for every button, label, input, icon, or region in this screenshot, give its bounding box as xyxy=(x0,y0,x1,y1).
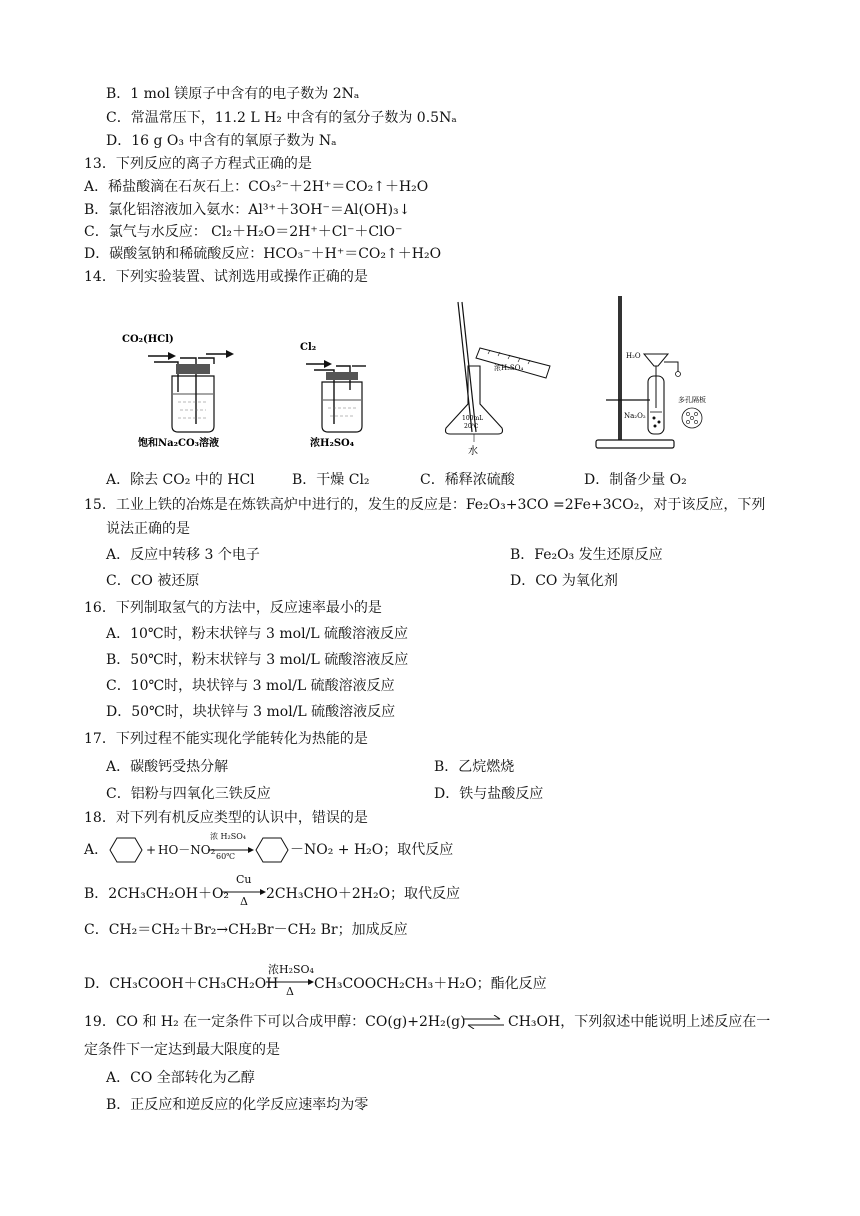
q16-option-a: A．10℃时，粉末状锌与 3 mol/L 硫酸溶液反应 xyxy=(106,626,409,642)
q18-option-c: C．CH₂＝CH₂＋Br₂→CH₂Br－CH₂ Br；加成反应 xyxy=(84,922,408,938)
benzene-product-icon xyxy=(254,836,290,864)
q15-stem-line2: 说法正确的是 xyxy=(106,521,190,537)
q15-stem-line1: 15．工业上铁的冶炼是在炼铁高炉中进行的，发生的反应是：Fe₂O₃+3CO =2Fe+3CO₂，对于该反应，下列 xyxy=(84,497,766,513)
equilibrium-arrow-icon xyxy=(464,1015,504,1029)
q19-stem-line1-right: CH₃OH，下列叙述中能说明上述反应在一 xyxy=(508,1014,771,1030)
q18-a-tail: －NO₂ + H₂O；取代反应 xyxy=(290,842,454,858)
q12-option-c: C．常温常压下，11.2 L H₂ 中含有的氢分子数为 0.5Nₐ xyxy=(106,110,457,126)
q18-stem: 18．对下列有机反应类型的认识中，错误的是 xyxy=(84,810,368,826)
q14-option-c: C．稀释浓硫酸 xyxy=(420,472,515,488)
q18-a-condition-bottom: 60℃ xyxy=(216,852,236,861)
q18-d-condition-bottom: Δ xyxy=(286,985,294,998)
fig1-liquid-label: 饱和Na₂CO₃溶液 xyxy=(138,438,220,449)
fig4-water-label: H₂O xyxy=(626,352,641,360)
q18-option-b-left: B．2CH₃CH₂OH＋O₂ xyxy=(84,886,230,902)
fig3-flask-temp: 20℃ xyxy=(464,423,479,430)
q12-option-b: B．1 mol 镁原子中含有的电子数为 2Nₐ xyxy=(106,86,360,102)
q18-a-reagent: HO－NO₂ xyxy=(158,843,216,857)
q17-option-b: B．乙烷燃烧 xyxy=(434,759,515,775)
benzene-icon xyxy=(108,836,144,864)
fig4-plate-label: 多孔隔板 xyxy=(678,396,706,404)
q17-option-a: A．碳酸钙受热分解 xyxy=(106,759,229,775)
q19-option-b: B．正反应和逆反应的化学反应速率均为零 xyxy=(106,1097,369,1113)
q16-option-b: B．50℃时，粉末状锌与 3 mol/L 硫酸溶液反应 xyxy=(106,652,409,668)
q19-stem-line1-left: 19．CO 和 H₂ 在一定条件下可以合成甲醇：CO(g)+2H₂(g) xyxy=(84,1014,466,1030)
fig1-gas-label: CO₂(HCl) xyxy=(122,334,174,345)
q15-option-d: D．CO 为氧化剂 xyxy=(510,573,618,589)
q18-option-a-label: A． xyxy=(84,842,109,858)
fig2-liquid-label: 浓H₂SO₄ xyxy=(310,438,355,449)
dilution-figure xyxy=(446,302,551,457)
q13-option-d: D．碳酸氢钠和稀硫酸反应：HCO₃⁻＋H⁺＝CO₂↑＋H₂O xyxy=(84,246,442,262)
q18-a-condition-top: 浓 H₂SO₄ xyxy=(210,832,246,841)
q17-option-c: C．铝粉与四氧化三铁反应 xyxy=(106,786,271,802)
q18-b-condition-bottom: Δ xyxy=(240,895,248,908)
drying-bottle-figure xyxy=(300,342,366,449)
q19-option-a: A．CO 全部转化为乙醇 xyxy=(106,1070,255,1086)
q19-stem-line2: 定条件下一定达到最大限度的是 xyxy=(84,1042,280,1058)
fig4-na2o2-label: Na₂O₂ xyxy=(624,412,646,420)
q16-option-d: D．50℃时，块状锌与 3 mol/L 硫酸溶液反应 xyxy=(106,704,396,720)
fig3-cylinder-label: 浓H₂SO₄ xyxy=(494,364,524,372)
q15-option-c: C．CO 被还原 xyxy=(106,573,200,589)
q18-b-condition-top: Cu xyxy=(236,873,252,886)
q13-option-b: B．氯化铝溶液加入氨水：Al³⁺＋3OH⁻＝Al(OH)₃↓ xyxy=(84,202,411,218)
wash-bottle-figure xyxy=(122,334,234,449)
o2-generator-figure xyxy=(596,296,706,448)
q18-option-d-left: D．CH₃COOH＋CH₃CH₂OH xyxy=(84,976,279,992)
q13-option-a: A．稀盐酸滴在石灰石上：CO₃²⁻＋2H⁺＝CO₂↑＋H₂O xyxy=(84,179,429,195)
q18-a-plus: + xyxy=(146,843,157,857)
fig2-gas-label: Cl₂ xyxy=(300,342,317,353)
q15-option-a: A．反应中转移 3 个电子 xyxy=(106,547,260,563)
q14-stem: 14．下列实验装置、试剂选用或操作正确的是 xyxy=(84,269,368,285)
q18-d-condition-top: 浓H₂SO₄ xyxy=(268,963,314,976)
q14-option-d: D．制备少量 O₂ xyxy=(584,472,687,488)
q14-option-b: B．干燥 Cl₂ xyxy=(292,472,370,488)
q12-option-d: D．16 g O₃ 中含有的氧原子数为 Nₐ xyxy=(106,133,337,149)
q16-option-c: C．10℃时，块状锌与 3 mol/L 硫酸溶液反应 xyxy=(106,678,395,694)
q15-option-b: B．Fe₂O₃ 发生还原反应 xyxy=(510,547,663,563)
q18-option-d-right: CH₃COOCH₂CH₃＋H₂O；酯化反应 xyxy=(314,976,547,992)
fig3-water-label: 水 xyxy=(468,446,478,457)
q16-stem: 16．下列制取氢气的方法中，反应速率最小的是 xyxy=(84,600,382,616)
q17-option-d: D．铁与盐酸反应 xyxy=(434,786,544,802)
q18-option-b-right: 2CH₃CHO＋2H₂O；取代反应 xyxy=(266,886,461,902)
q17-stem: 17．下列过程不能实现化学能转化为热能的是 xyxy=(84,731,368,747)
q13-stem: 13．下列反应的离子方程式正确的是 xyxy=(84,156,312,172)
q14-apparatus-figure xyxy=(110,292,730,462)
fig3-flask-volume: 100mL xyxy=(462,415,484,422)
q14-option-a: A．除去 CO₂ 中的 HCl xyxy=(106,472,255,488)
q13-option-c: C．氯气与水反应： Cl₂＋H₂O＝2H⁺＋Cl⁻＋ClO⁻ xyxy=(84,224,403,240)
